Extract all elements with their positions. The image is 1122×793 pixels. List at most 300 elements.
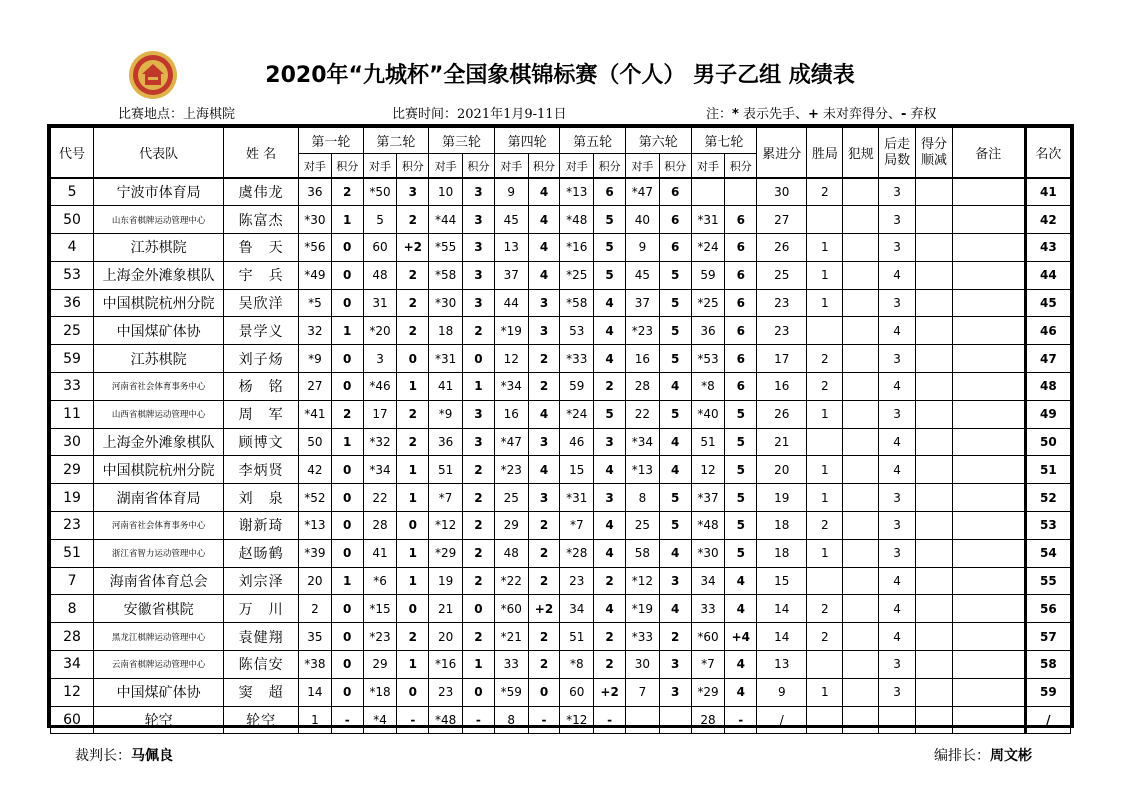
cell-rank: 49 bbox=[1025, 400, 1070, 428]
cell-points: +2 bbox=[397, 234, 429, 262]
cell-name: 鲁 天 bbox=[224, 234, 299, 262]
cell-opponent: 48 bbox=[363, 261, 397, 289]
cell-second-moves: 4 bbox=[879, 456, 916, 484]
cell-opponent: 20 bbox=[299, 567, 332, 595]
cell-opponent: 5 bbox=[363, 206, 397, 234]
cell-points: 2 bbox=[397, 428, 429, 456]
referee-label: 裁判长： bbox=[75, 748, 131, 764]
col-round-4-points: 积分 bbox=[528, 154, 560, 179]
cell-score-dec bbox=[916, 428, 953, 456]
cell-points: 2 bbox=[397, 400, 429, 428]
cell-points: 4 bbox=[594, 317, 626, 345]
cell-opponent: 16 bbox=[625, 345, 659, 373]
cell-code: 7 bbox=[51, 567, 94, 595]
cell-opponent: 59 bbox=[560, 373, 594, 401]
cell-opponent: *53 bbox=[691, 345, 725, 373]
col-round-6-opponent: 对手 bbox=[625, 154, 659, 179]
cell-opponent: 33 bbox=[691, 595, 725, 623]
cell-opponent: *52 bbox=[299, 484, 332, 512]
cell-fouls bbox=[843, 234, 879, 262]
col-round-2-opponent: 对手 bbox=[363, 154, 397, 179]
cell-points: 2 bbox=[594, 567, 626, 595]
col-round-6-points: 积分 bbox=[659, 154, 691, 179]
cell-remark bbox=[952, 261, 1025, 289]
cell-points: 4 bbox=[594, 456, 626, 484]
cell-score-dec bbox=[916, 678, 953, 706]
cell-points: 5 bbox=[725, 539, 757, 567]
cell-opponent: *30 bbox=[429, 289, 463, 317]
cell-points: 2 bbox=[528, 373, 560, 401]
cell-fouls bbox=[843, 261, 879, 289]
cell-opponent: 51 bbox=[691, 428, 725, 456]
cell-code: 12 bbox=[51, 678, 94, 706]
cell-opponent: 8 bbox=[625, 484, 659, 512]
cell-name: 吴欣洋 bbox=[224, 289, 299, 317]
cell-points: 2 bbox=[463, 567, 495, 595]
cell-opponent: 60 bbox=[560, 678, 594, 706]
cell-rank: 47 bbox=[1025, 345, 1070, 373]
cell-team: 浙江省智力运动管理中心 bbox=[94, 539, 224, 567]
cell-points: +2 bbox=[528, 595, 560, 623]
cell-opponent: 41 bbox=[363, 539, 397, 567]
cell-points: 2 bbox=[594, 651, 626, 679]
cell-opponent: *23 bbox=[625, 317, 659, 345]
cell-opponent: *9 bbox=[299, 345, 332, 373]
cell-opponent: *21 bbox=[494, 623, 528, 651]
cell-points: 2 bbox=[463, 317, 495, 345]
cell-progress: 23 bbox=[757, 317, 807, 345]
cell-points: 1 bbox=[331, 317, 363, 345]
cell-team: 安徽省棋院 bbox=[94, 595, 224, 623]
table-row bbox=[51, 484, 1071, 512]
cell-points: 0 bbox=[397, 512, 429, 540]
cell-wins: 1 bbox=[807, 400, 843, 428]
cell-points: 0 bbox=[463, 345, 495, 373]
cell-opponent: *7 bbox=[429, 484, 463, 512]
cell-points: 4 bbox=[659, 456, 691, 484]
cell-points: 0 bbox=[331, 539, 363, 567]
cell-opponent: *16 bbox=[429, 651, 463, 679]
cell-team: 上海金外滩象棋队 bbox=[94, 261, 224, 289]
cell-fouls bbox=[843, 373, 879, 401]
cell-points: 0 bbox=[331, 373, 363, 401]
cell-opponent: *7 bbox=[691, 651, 725, 679]
cell-name: 宇 兵 bbox=[224, 261, 299, 289]
cell-fouls bbox=[843, 567, 879, 595]
col-fouls: 犯规 bbox=[843, 128, 879, 179]
cell-fouls bbox=[843, 512, 879, 540]
cell-rank: 50 bbox=[1025, 428, 1070, 456]
cell-code: 23 bbox=[51, 512, 94, 540]
cell-rank: 56 bbox=[1025, 595, 1070, 623]
cell-points: 3 bbox=[594, 428, 626, 456]
cell-second-moves: 4 bbox=[879, 567, 916, 595]
cell-opponent: 28 bbox=[363, 512, 397, 540]
cell-opponent: *13 bbox=[560, 178, 594, 206]
cell-points: 2 bbox=[331, 400, 363, 428]
cell-opponent: 12 bbox=[691, 456, 725, 484]
cell-opponent: *34 bbox=[363, 456, 397, 484]
cell-opponent: *38 bbox=[299, 651, 332, 679]
cell-points: 6 bbox=[659, 178, 691, 206]
cell-opponent: *33 bbox=[560, 345, 594, 373]
table-row bbox=[51, 261, 1071, 289]
note-plus: + bbox=[807, 107, 819, 122]
col-round-7-opponent: 对手 bbox=[691, 154, 725, 179]
cell-code: 5 bbox=[51, 178, 94, 206]
cell-second-moves: 3 bbox=[879, 345, 916, 373]
cell-points: 2 bbox=[331, 178, 363, 206]
col-wins: 胜局 bbox=[807, 128, 843, 179]
cell-opponent: *34 bbox=[494, 373, 528, 401]
cell-points: 6 bbox=[659, 234, 691, 262]
cell-progress: 18 bbox=[757, 512, 807, 540]
cell-score-dec bbox=[916, 206, 953, 234]
cell-opponent: 9 bbox=[494, 178, 528, 206]
cell-opponent: *31 bbox=[691, 206, 725, 234]
cell-points: 1 bbox=[331, 567, 363, 595]
cell-points: - bbox=[725, 706, 757, 734]
cell-team: 河南省社会体育事务中心 bbox=[94, 373, 224, 401]
table-row bbox=[51, 234, 1071, 262]
cell-team: 江苏棋院 bbox=[94, 234, 224, 262]
cell-points: 5 bbox=[659, 484, 691, 512]
cell-points: 5 bbox=[725, 400, 757, 428]
cell-opponent: 44 bbox=[494, 289, 528, 317]
cell-opponent: 37 bbox=[494, 261, 528, 289]
table-row bbox=[51, 595, 1071, 623]
cell-points: 6 bbox=[725, 289, 757, 317]
cell-opponent: *48 bbox=[560, 206, 594, 234]
cell-opponent: *15 bbox=[363, 595, 397, 623]
cell-name: 窦 超 bbox=[224, 678, 299, 706]
cell-points: 2 bbox=[528, 512, 560, 540]
cell-opponent: 53 bbox=[560, 317, 594, 345]
cell-fouls bbox=[843, 289, 879, 317]
cell-rank: 55 bbox=[1025, 567, 1070, 595]
results-table-frame bbox=[47, 124, 1074, 728]
cell-opponent: 48 bbox=[494, 539, 528, 567]
cell-code: 11 bbox=[51, 400, 94, 428]
cell-progress: 9 bbox=[757, 678, 807, 706]
cell-points: 1 bbox=[397, 456, 429, 484]
cell-opponent: 46 bbox=[560, 428, 594, 456]
cell-opponent: 29 bbox=[363, 651, 397, 679]
cell-score-dec bbox=[916, 512, 953, 540]
cell-remark bbox=[952, 289, 1025, 317]
cell-points: 0 bbox=[528, 678, 560, 706]
cell-points: +2 bbox=[594, 678, 626, 706]
col-round-4: 第四轮 bbox=[494, 128, 560, 154]
time-label: 比赛时间： bbox=[392, 107, 458, 122]
cell-points: 3 bbox=[463, 261, 495, 289]
cell-opponent: 29 bbox=[494, 512, 528, 540]
cell-points: 0 bbox=[331, 345, 363, 373]
cell-points: 5 bbox=[659, 289, 691, 317]
cell-code: 51 bbox=[51, 539, 94, 567]
cell-opponent: *12 bbox=[625, 567, 659, 595]
cell-opponent: 2 bbox=[299, 595, 332, 623]
cell-points: 2 bbox=[594, 373, 626, 401]
cell-remark bbox=[952, 539, 1025, 567]
col-round-7-points: 积分 bbox=[725, 154, 757, 179]
cell-opponent: 50 bbox=[299, 428, 332, 456]
cell-fouls bbox=[843, 456, 879, 484]
cell-score-dec bbox=[916, 400, 953, 428]
table-row bbox=[51, 567, 1071, 595]
cell-opponent: 51 bbox=[429, 456, 463, 484]
col-remark: 备注 bbox=[952, 128, 1025, 179]
cell-points: 0 bbox=[331, 484, 363, 512]
cell-team: 山东省棋牌运动管理中心 bbox=[94, 206, 224, 234]
cell-points: 6 bbox=[725, 373, 757, 401]
cell-opponent: *30 bbox=[691, 539, 725, 567]
cell-opponent: 16 bbox=[494, 400, 528, 428]
cell-opponent: *50 bbox=[363, 178, 397, 206]
cell-points: 1 bbox=[397, 651, 429, 679]
cell-wins: 1 bbox=[807, 261, 843, 289]
cell-wins bbox=[807, 567, 843, 595]
cell-points: 5 bbox=[659, 317, 691, 345]
cell-points: 3 bbox=[463, 400, 495, 428]
cell-fouls bbox=[843, 706, 879, 734]
cell-opponent: 23 bbox=[429, 678, 463, 706]
cell-remark bbox=[952, 512, 1025, 540]
cell-name: 万 川 bbox=[224, 595, 299, 623]
cell-wins: 1 bbox=[807, 456, 843, 484]
cell-opponent: 58 bbox=[625, 539, 659, 567]
cell-score-dec bbox=[916, 623, 953, 651]
cell-points: 0 bbox=[331, 456, 363, 484]
cell-remark bbox=[952, 206, 1025, 234]
cell-opponent: *29 bbox=[691, 678, 725, 706]
cell-points: 3 bbox=[659, 651, 691, 679]
cell-points: 0 bbox=[463, 595, 495, 623]
cell-fouls bbox=[843, 428, 879, 456]
cell-wins: 1 bbox=[807, 234, 843, 262]
cell-rank: 41 bbox=[1025, 178, 1070, 206]
logo-icon bbox=[128, 50, 178, 100]
scheduler-line bbox=[934, 745, 1032, 765]
cell-points: 2 bbox=[463, 623, 495, 651]
cell-fouls bbox=[843, 400, 879, 428]
cell-opponent: *37 bbox=[691, 484, 725, 512]
cell-points: 5 bbox=[594, 206, 626, 234]
cell-opponent: 12 bbox=[494, 345, 528, 373]
cell-opponent: *12 bbox=[429, 512, 463, 540]
cell-score-dec bbox=[916, 345, 953, 373]
cell-name: 李炳贤 bbox=[224, 456, 299, 484]
cell-opponent: 25 bbox=[625, 512, 659, 540]
cell-score-dec bbox=[916, 261, 953, 289]
cell-points: 0 bbox=[331, 678, 363, 706]
cell-rank: 44 bbox=[1025, 261, 1070, 289]
time-line bbox=[392, 103, 567, 122]
cell-points: 5 bbox=[725, 456, 757, 484]
cell-name: 轮空 bbox=[224, 706, 299, 734]
cell-points: 0 bbox=[331, 623, 363, 651]
cell-code: 36 bbox=[51, 289, 94, 317]
cell-points: 3 bbox=[528, 428, 560, 456]
cell-points: 0 bbox=[331, 651, 363, 679]
cell-points: 1 bbox=[331, 206, 363, 234]
cell-points: 0 bbox=[397, 678, 429, 706]
cell-points: 0 bbox=[331, 512, 363, 540]
cell-points: 3 bbox=[659, 678, 691, 706]
cell-opponent: 34 bbox=[560, 595, 594, 623]
cell-opponent: 21 bbox=[429, 595, 463, 623]
cell-opponent: *25 bbox=[560, 261, 594, 289]
cell-points: 4 bbox=[725, 651, 757, 679]
cell-name: 刘宗泽 bbox=[224, 567, 299, 595]
cell-team: 中国棋院杭州分院 bbox=[94, 289, 224, 317]
cell-points: 0 bbox=[331, 261, 363, 289]
cell-opponent: 14 bbox=[299, 678, 332, 706]
note-star-text: 表示先手、 bbox=[738, 107, 808, 122]
cell-code: 8 bbox=[51, 595, 94, 623]
cell-points: 1 bbox=[397, 567, 429, 595]
cell-rank: 46 bbox=[1025, 317, 1070, 345]
cell-name: 虞伟龙 bbox=[224, 178, 299, 206]
cell-fouls bbox=[843, 484, 879, 512]
note-minus-text: 弃权 bbox=[906, 107, 937, 122]
cell-points: 2 bbox=[528, 623, 560, 651]
cell-second-moves: 3 bbox=[879, 539, 916, 567]
cell-opponent: 59 bbox=[691, 261, 725, 289]
cell-points: 6 bbox=[725, 206, 757, 234]
cell-points: 4 bbox=[528, 400, 560, 428]
cell-name: 陈信安 bbox=[224, 651, 299, 679]
cell-points: 4 bbox=[725, 567, 757, 595]
cell-opponent: 60 bbox=[363, 234, 397, 262]
cell-points: 5 bbox=[594, 400, 626, 428]
cell-points: +4 bbox=[725, 623, 757, 651]
note-minus: - bbox=[901, 107, 907, 122]
cell-remark bbox=[952, 373, 1025, 401]
table-row bbox=[51, 317, 1071, 345]
cell-opponent: 19 bbox=[429, 567, 463, 595]
cell-points: 4 bbox=[594, 539, 626, 567]
cell-opponent: 9 bbox=[625, 234, 659, 262]
cell-points: 3 bbox=[463, 178, 495, 206]
table-row bbox=[51, 456, 1071, 484]
cell-opponent: 22 bbox=[363, 484, 397, 512]
col-round-5-points: 积分 bbox=[594, 154, 626, 179]
cell-remark bbox=[952, 595, 1025, 623]
cell-score-dec bbox=[916, 651, 953, 679]
cell-code: 53 bbox=[51, 261, 94, 289]
cell-opponent: *4 bbox=[363, 706, 397, 734]
cell-team: 云南省棋牌运动管理中心 bbox=[94, 651, 224, 679]
cell-opponent: *49 bbox=[299, 261, 332, 289]
cell-points: 1 bbox=[331, 428, 363, 456]
cell-points: - bbox=[594, 706, 626, 734]
cell-points: 0 bbox=[463, 678, 495, 706]
cell-opponent bbox=[625, 706, 659, 734]
col-rank: 名次 bbox=[1025, 128, 1070, 179]
cell-points: 4 bbox=[594, 595, 626, 623]
cell-score-dec bbox=[916, 178, 953, 206]
cell-opponent: *16 bbox=[560, 234, 594, 262]
cell-opponent: 32 bbox=[299, 317, 332, 345]
cell-team: 湖南省体育局 bbox=[94, 484, 224, 512]
cell-second-moves: 3 bbox=[879, 512, 916, 540]
cell-opponent: *44 bbox=[429, 206, 463, 234]
note-star: * bbox=[732, 107, 739, 122]
cell-rank: 42 bbox=[1025, 206, 1070, 234]
col-round-3-points: 积分 bbox=[463, 154, 495, 179]
cell-team: 上海金外滩象棋队 bbox=[94, 428, 224, 456]
cell-rank: / bbox=[1025, 706, 1070, 734]
cell-rank: 43 bbox=[1025, 234, 1070, 262]
referee-line bbox=[75, 745, 173, 765]
cell-team: 山西省棋牌运动管理中心 bbox=[94, 400, 224, 428]
cell-points: 3 bbox=[594, 484, 626, 512]
cell-wins bbox=[807, 206, 843, 234]
cell-opponent: *13 bbox=[625, 456, 659, 484]
cell-opponent bbox=[691, 178, 725, 206]
cell-points: - bbox=[397, 706, 429, 734]
cell-points: 1 bbox=[463, 651, 495, 679]
cell-points: 6 bbox=[725, 261, 757, 289]
cell-points: - bbox=[463, 706, 495, 734]
cell-rank: 59 bbox=[1025, 678, 1070, 706]
venue-value: 上海棋院 bbox=[183, 107, 236, 122]
cell-code: 29 bbox=[51, 456, 94, 484]
col-round-2-points: 积分 bbox=[397, 154, 429, 179]
cell-second-moves: 3 bbox=[879, 178, 916, 206]
cell-points: 4 bbox=[528, 178, 560, 206]
cell-score-dec bbox=[916, 317, 953, 345]
cell-team: 宁波市体育局 bbox=[94, 178, 224, 206]
cell-opponent: 36 bbox=[691, 317, 725, 345]
cell-second-moves: 3 bbox=[879, 651, 916, 679]
cell-rank: 45 bbox=[1025, 289, 1070, 317]
cell-opponent: 3 bbox=[363, 345, 397, 373]
cell-opponent: *7 bbox=[560, 512, 594, 540]
cell-opponent: 18 bbox=[429, 317, 463, 345]
cell-score-dec bbox=[916, 484, 953, 512]
scheduler-name: 周文彬 bbox=[990, 748, 1032, 764]
cell-opponent: 30 bbox=[625, 651, 659, 679]
cell-second-moves: 3 bbox=[879, 484, 916, 512]
cell-opponent: *59 bbox=[494, 678, 528, 706]
col-name: 姓 名 bbox=[224, 128, 299, 179]
table-row bbox=[51, 373, 1071, 401]
col-second-moves: 后走局数 bbox=[879, 128, 916, 179]
cell-team: 中国煤矿体协 bbox=[94, 678, 224, 706]
cell-code: 33 bbox=[51, 373, 94, 401]
cell-points: 4 bbox=[659, 428, 691, 456]
cell-score-dec bbox=[916, 567, 953, 595]
cell-opponent: 27 bbox=[299, 373, 332, 401]
cell-points: 3 bbox=[528, 289, 560, 317]
cell-remark bbox=[952, 456, 1025, 484]
cell-points: 0 bbox=[397, 345, 429, 373]
cell-points bbox=[725, 178, 757, 206]
cell-points: 5 bbox=[659, 512, 691, 540]
cell-opponent: *25 bbox=[691, 289, 725, 317]
cell-opponent: *31 bbox=[560, 484, 594, 512]
time-value: 2021年1月9-11日 bbox=[457, 107, 567, 122]
cell-opponent: *24 bbox=[691, 234, 725, 262]
cell-remark bbox=[952, 234, 1025, 262]
cell-progress: 13 bbox=[757, 651, 807, 679]
cell-opponent: *56 bbox=[299, 234, 332, 262]
cell-points: 2 bbox=[397, 317, 429, 345]
cell-name: 袁健翔 bbox=[224, 623, 299, 651]
cell-points: 3 bbox=[397, 178, 429, 206]
